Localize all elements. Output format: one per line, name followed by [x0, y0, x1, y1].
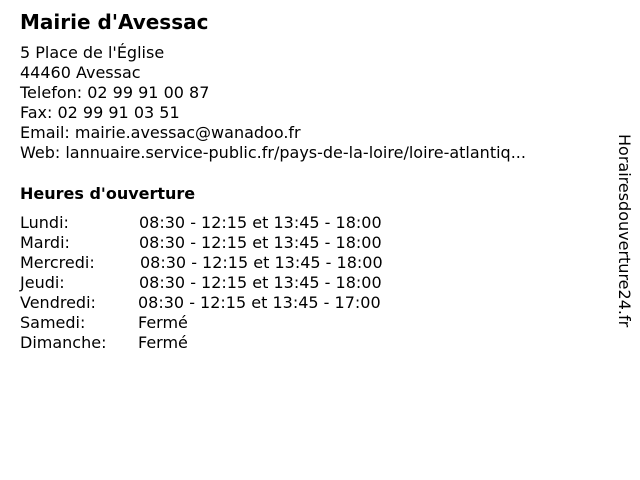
day-label: Samedi: — [20, 313, 86, 332]
hours-row-friday — [20, 293, 440, 313]
time-value: 08:30 - 12:15 et 13:45 - 17:00 — [138, 293, 381, 312]
website-link: Web: lannuaire.service-public.fr/pays-de-la-loire/loire-atlantiq... — [20, 143, 526, 162]
time-value: 08:30 - 12:15 et 13:45 - 18:00 — [139, 273, 382, 292]
address-street: 5 Place de l'Église — [20, 43, 165, 62]
time-value: Fermé — [138, 333, 188, 352]
day-label: Vendredi: — [20, 293, 96, 312]
day-label: Jeudi: — [20, 273, 65, 292]
hours-row-saturday — [20, 313, 440, 333]
hours-row-tuesday — [20, 233, 440, 253]
site-brand-watermark: Horairesdouverture24.fr — [615, 134, 634, 328]
opening-hours-table — [20, 213, 440, 353]
phone-number: Telefon: 02 99 91 00 87 — [20, 83, 210, 102]
page-title: Mairie d'Avessac — [20, 10, 209, 34]
day-label: Mardi: — [20, 233, 70, 252]
day-label: Dimanche: — [20, 333, 107, 352]
day-label: Lundi: — [20, 213, 69, 232]
time-value: 08:30 - 12:15 et 13:45 - 18:00 — [140, 253, 383, 272]
contact-info — [20, 43, 526, 163]
time-value: Fermé — [138, 313, 188, 332]
hours-row-monday — [20, 213, 440, 233]
address-postal-city: 44460 Avessac — [20, 63, 141, 82]
hours-row-sunday — [20, 333, 440, 353]
day-label: Mercredi: — [20, 253, 95, 272]
hours-row-wednesday — [20, 253, 440, 273]
hours-heading: Heures d'ouverture — [20, 184, 196, 203]
hours-row-thursday — [20, 273, 440, 293]
email-address: Email: mairie.avessac@wanadoo.fr — [20, 123, 301, 142]
time-value: 08:30 - 12:15 et 13:45 - 18:00 — [139, 233, 382, 252]
fax-number: Fax: 02 99 91 03 51 — [20, 103, 180, 122]
time-value: 08:30 - 12:15 et 13:45 - 18:00 — [139, 213, 382, 232]
